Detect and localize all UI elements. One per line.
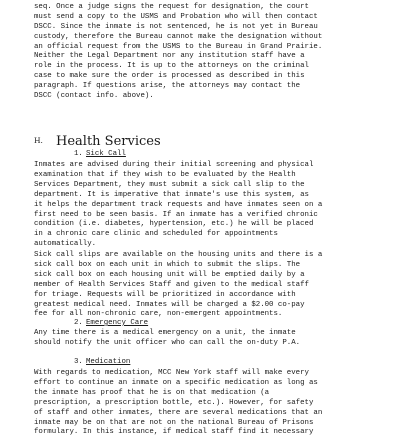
text-line: Sick call slips are available on the housing units and there is a (34, 251, 323, 259)
text-line: condition (i.e. diabetes, hypertension, etc.) he will be placed (34, 220, 314, 229)
text-line: member of Health Services Staff and given to the medical staff (34, 280, 309, 289)
text-line: sick call box on each unit in which to submit the slips. The (34, 260, 301, 269)
subsection-heading-medication (74, 357, 130, 367)
sick-call-paragraph-2 (34, 251, 394, 320)
text-line: for triage. Requests will be prioritized in accordance with (34, 290, 296, 299)
text-line: greatest medical need. Inmates will be charged a $2.00 co-pay (34, 300, 305, 309)
text-line: paragraph. If questions arise, the attorneys may contact the (34, 82, 301, 91)
text-line: prescription, a prescription bottle, etc.). However, for safety (34, 398, 314, 407)
text-line: case to make sure the order is processed as described in this (34, 72, 305, 81)
text-line: Neither the Legal Department nor any institution staff have a (34, 52, 305, 61)
subsection-title: Medication (86, 358, 131, 366)
text-line: department. It is imperative that inmate's use this system, as (34, 190, 309, 199)
subsection-heading-emergency-care (74, 318, 148, 328)
text-line: DSCC. Since the inmate is not sentenced, he is not yet in Bureau (34, 22, 318, 31)
text-line: inmate may be on that are not on the national Bureau of Prisons (34, 418, 314, 427)
text-line: effort to continue an inmate on a specific medication as long as (34, 378, 318, 387)
text-line: formulary. In this instance, if medical staff find it necessary (34, 428, 314, 437)
text-line: it helps the department track requests and have inmates seen on a (34, 200, 323, 209)
text-line: examination that if they wish to be evaluated by the Health (34, 170, 296, 179)
emergency-care-paragraph (34, 329, 394, 349)
text-line: seq. Once a judge signs the request for designation, the court (34, 2, 309, 11)
text-line: an official request from the USMS to the Bureau in Grand Prairie. (34, 42, 323, 51)
subsection-number: 1. (74, 150, 83, 158)
text-line: role in the process. It is up to the attorneys on the criminal (34, 62, 309, 71)
subsection-title: Sick Call (86, 150, 126, 158)
intro-paragraph (34, 0, 394, 102)
text-line: first need to be seen basis. If an inmate has a verified chronic (34, 210, 318, 219)
text-line: Inmates are advised during their initial screening and physical (34, 161, 314, 169)
text-line: custody, therefore the Bureau cannot make the designation without (34, 32, 323, 41)
subsection-title: Emergency Care (86, 319, 149, 327)
text-line: Any time there is a medical emergency on a unit, the inmate (34, 329, 296, 337)
text-line: in a chronic care clinic and scheduled for appointments (34, 230, 278, 239)
text-line: sick call box on each housing unit will be emptied daily by a (34, 270, 305, 279)
text-line (34, 0, 300, 1)
text-line: should notify the unit officer who can call the on-duty P.A. (34, 338, 301, 347)
section-number: H. (34, 136, 43, 145)
medication-paragraph (34, 369, 394, 438)
section-title: Health Services (56, 134, 161, 149)
text-line: fee for all non-chronic care, non-emergent appointments. (34, 310, 283, 319)
subsection-heading-sick-call (74, 149, 126, 159)
text-line: With regards to medication, MCC New York staff will make every (34, 369, 309, 377)
text-line: of staff and other inmates, there are several medications that an (34, 408, 323, 417)
text-line: DSCC (contact info. above). (34, 92, 154, 101)
subsection-number: 2. (74, 319, 83, 327)
subsection-number: 3. (74, 358, 83, 366)
text-line: must send a copy to the USMS and Probation who will then contact (34, 12, 318, 21)
text-line: Services Department, they must submit a sick call slip to the (34, 180, 305, 189)
section-heading (34, 133, 161, 150)
text-line: the inmate has proof that he is on that medication (a (34, 388, 270, 397)
sick-call-paragraph-1 (34, 161, 394, 250)
text-line: automatically. (34, 240, 97, 249)
